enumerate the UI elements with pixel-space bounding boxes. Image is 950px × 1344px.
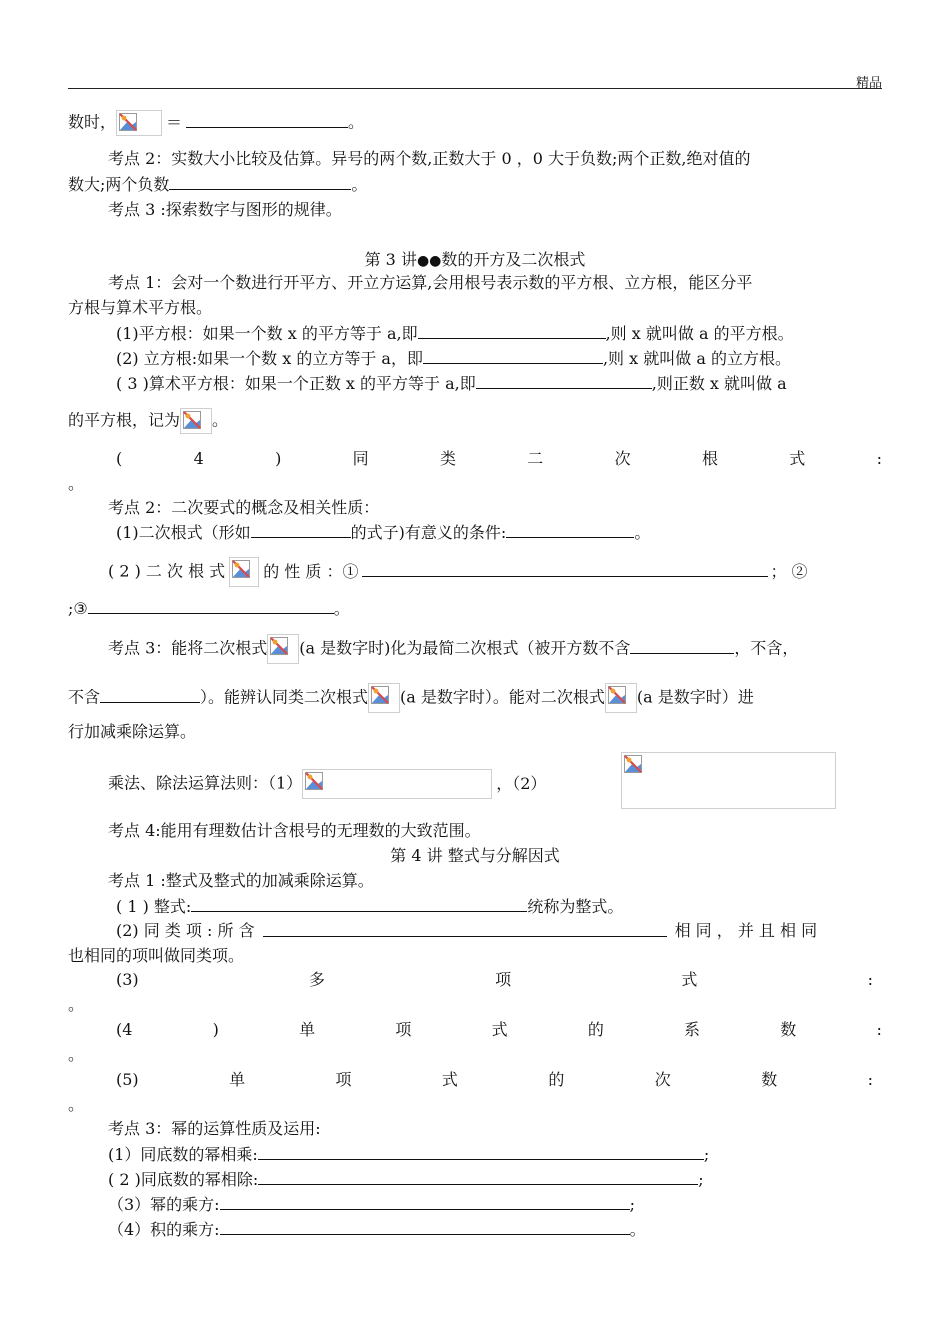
broken-image-icon [605, 683, 637, 713]
line-5: 考点 1：会对一个数进行开平方、开立方运算,会用根号表示数的平方根、立方根，能区分平 [108, 273, 753, 292]
text: 。 [634, 523, 651, 542]
line-15 [68, 597, 350, 620]
text: (1)平方根：如果一个数 x 的平方等于 a,即 [116, 324, 418, 343]
text: ,则 x 就叫做 a 的立方根。 [602, 349, 791, 368]
line-17 [68, 683, 754, 713]
text: 考点 3：能将二次根式 [108, 638, 268, 658]
line-9 [116, 372, 787, 395]
fill-blank [362, 560, 768, 577]
text: 二 [527, 449, 544, 468]
text: ( 1 ) 整式: [116, 897, 192, 916]
text: ) [275, 449, 282, 468]
fill-blank [258, 1168, 698, 1185]
text: 第 3 讲 [364, 250, 417, 269]
text: ; [698, 1170, 704, 1189]
text: 次 [614, 449, 631, 468]
text: 式 [681, 970, 698, 989]
fill-blank [263, 920, 667, 937]
line-13 [116, 521, 650, 544]
section-title-4: 第 4 讲 整式与分解因式 [390, 846, 560, 865]
broken-image-icon [267, 634, 299, 664]
text: 类 [439, 449, 456, 468]
fill-blank [220, 1193, 630, 1210]
text: 同 [352, 449, 369, 468]
text: 数时， [68, 112, 117, 132]
text: ;③ [68, 599, 88, 618]
fill-blank [423, 347, 603, 364]
line-11 [116, 448, 882, 470]
text: 多 [308, 970, 325, 989]
text: ＝ [166, 112, 183, 132]
text: 数 [761, 1070, 778, 1089]
broken-image-icon [368, 683, 400, 713]
text: : [876, 1020, 882, 1039]
fill-blank [186, 111, 348, 128]
text: (5) [116, 1070, 139, 1089]
line-19 [108, 769, 546, 799]
line-26-end: 。 [68, 1045, 85, 1064]
header-rule [68, 88, 882, 89]
line-16 [108, 634, 798, 664]
broken-image-icon [302, 769, 492, 799]
line-2: 考点 2：实数大小比较及估算。异号的两个数,正数大于 0 ，0 大于负数;两个正数,绝对值的 [108, 149, 751, 168]
text: ( 2 ) 二 次 根 式 [108, 561, 226, 581]
text: （4）积的乘方: [108, 1220, 220, 1239]
line-25-end: 。 [68, 995, 85, 1014]
text: ( [116, 449, 123, 468]
line-6: 方根与算术平方根。 [68, 298, 213, 317]
line-27-end: 。 [68, 1095, 85, 1114]
line-31 [108, 1193, 635, 1216]
text: 单 [229, 1070, 246, 1089]
line-26 [116, 1019, 882, 1041]
text: : [867, 970, 873, 989]
text: (1）同底数的幂相乘: [108, 1145, 258, 1164]
broken-image-icon [621, 752, 836, 809]
fill-blank [506, 521, 634, 538]
text: 。 [351, 175, 368, 194]
text: 式 [491, 1020, 508, 1039]
text: ，不含， [734, 638, 799, 658]
text: (2) 同 类 项 : 所 含 [116, 921, 255, 940]
text: 式 [441, 1070, 458, 1089]
line-30 [108, 1168, 704, 1191]
text: ，（2） [496, 773, 547, 793]
fill-blank [418, 322, 606, 339]
line-12: 考点 2：二次要式的概念及相关性质： [108, 498, 380, 517]
text: 单 [299, 1020, 316, 1039]
line-23 [116, 920, 882, 942]
text: (3) [116, 970, 139, 989]
line-25 [116, 969, 873, 991]
header-label: 精品 [855, 76, 882, 91]
broken-image-icon [116, 110, 162, 136]
line-11-end: 。 [68, 474, 85, 493]
text: ）。能辨认同类二次根式 [200, 687, 369, 707]
text: (a 是数字时）。能对二次根式 [400, 687, 605, 707]
broken-image-icon [180, 408, 212, 434]
line-8 [116, 347, 791, 370]
text: 项 [335, 1070, 352, 1089]
drops-icon: ●● [416, 253, 442, 269]
text: 。 [348, 112, 365, 132]
text: 的 性 质 ：① [263, 561, 359, 581]
broken-image-icon [229, 557, 259, 587]
line-18: 行加减乘除运算。 [68, 722, 197, 741]
text: (a 是数字时）进 [636, 687, 754, 707]
line-3 [68, 173, 367, 196]
text: 的平方根，记为 [68, 410, 181, 430]
text: : [876, 449, 882, 468]
text: 次 [654, 1070, 671, 1089]
fill-blank [100, 686, 200, 703]
text: 根 [701, 449, 718, 468]
line-7 [116, 322, 794, 345]
section-title-3 [0, 249, 950, 272]
fill-blank [220, 1218, 630, 1235]
text: （3）幂的乘方: [108, 1195, 220, 1214]
fill-blank [169, 173, 351, 190]
text: ; [629, 1195, 635, 1214]
line-14 [108, 557, 808, 587]
text: ; [703, 1145, 710, 1164]
line-22 [116, 895, 623, 918]
fill-blank [88, 597, 334, 614]
text: 不含 [68, 687, 101, 707]
text: 项 [495, 970, 512, 989]
text: ) [212, 1020, 219, 1039]
line-4: 考点 3 :探索数字与图形的规律。 [108, 200, 342, 219]
line-1 [68, 110, 364, 136]
text: 。 [629, 1220, 646, 1239]
text: 4 [193, 449, 204, 468]
text: (a 是数字时)化为最简二次根式（被开方数不含 [299, 638, 631, 658]
line-27 [116, 1069, 873, 1091]
text: (1)二次根式（形如 [116, 523, 251, 542]
text: ( 3 )算术平方根：如果一个正数 x 的平方等于 a,即 [116, 374, 476, 393]
text: 的式子)有意义的条件: [350, 523, 507, 542]
fill-blank [476, 372, 652, 389]
fill-blank [258, 1143, 704, 1160]
text: 乘法、除法运算法则：（1） [108, 773, 303, 793]
line-28: 考点 3：幂的运算性质及运用: [108, 1119, 321, 1138]
line-29 [108, 1143, 709, 1166]
text: 。 [333, 599, 350, 618]
text: (4 [116, 1020, 133, 1039]
text: 数大;两个负数 [68, 175, 170, 194]
fill-blank [251, 521, 351, 538]
text: : [867, 1070, 873, 1089]
text: ( 2 )同底数的幂相除: [108, 1170, 259, 1189]
text: 数的开方及二次根式 [441, 250, 586, 269]
text: (2) 立方根:如果一个数 x 的立方等于 a，即 [116, 349, 423, 368]
text: 相 同 ， 并 且 相 同 [674, 921, 818, 940]
text: 统称为整式。 [527, 897, 624, 916]
line-24: 也相同的项叫做同类项。 [68, 946, 245, 965]
line-32 [108, 1218, 646, 1241]
line-21: 考点 1 :整式及整式的加减乘除运算。 [108, 871, 374, 890]
text: 项 [395, 1020, 412, 1039]
line-10 [68, 408, 228, 434]
line-20: 考点 4:能用有理数估计含根号的无理数的大致范围。 [108, 821, 481, 840]
fill-blank [630, 637, 734, 654]
text: 。 [212, 410, 229, 430]
text: 的 [548, 1070, 565, 1089]
text: 系 [684, 1020, 701, 1039]
text: 数 [780, 1020, 797, 1039]
text: ,则 x 就叫做 a 的平方根。 [605, 324, 794, 343]
text: 的 [587, 1020, 604, 1039]
text: ； ② [770, 561, 808, 581]
text: 式 [789, 449, 806, 468]
fill-blank [191, 895, 527, 912]
text: ,则正数 x 就叫做 a [651, 374, 787, 393]
